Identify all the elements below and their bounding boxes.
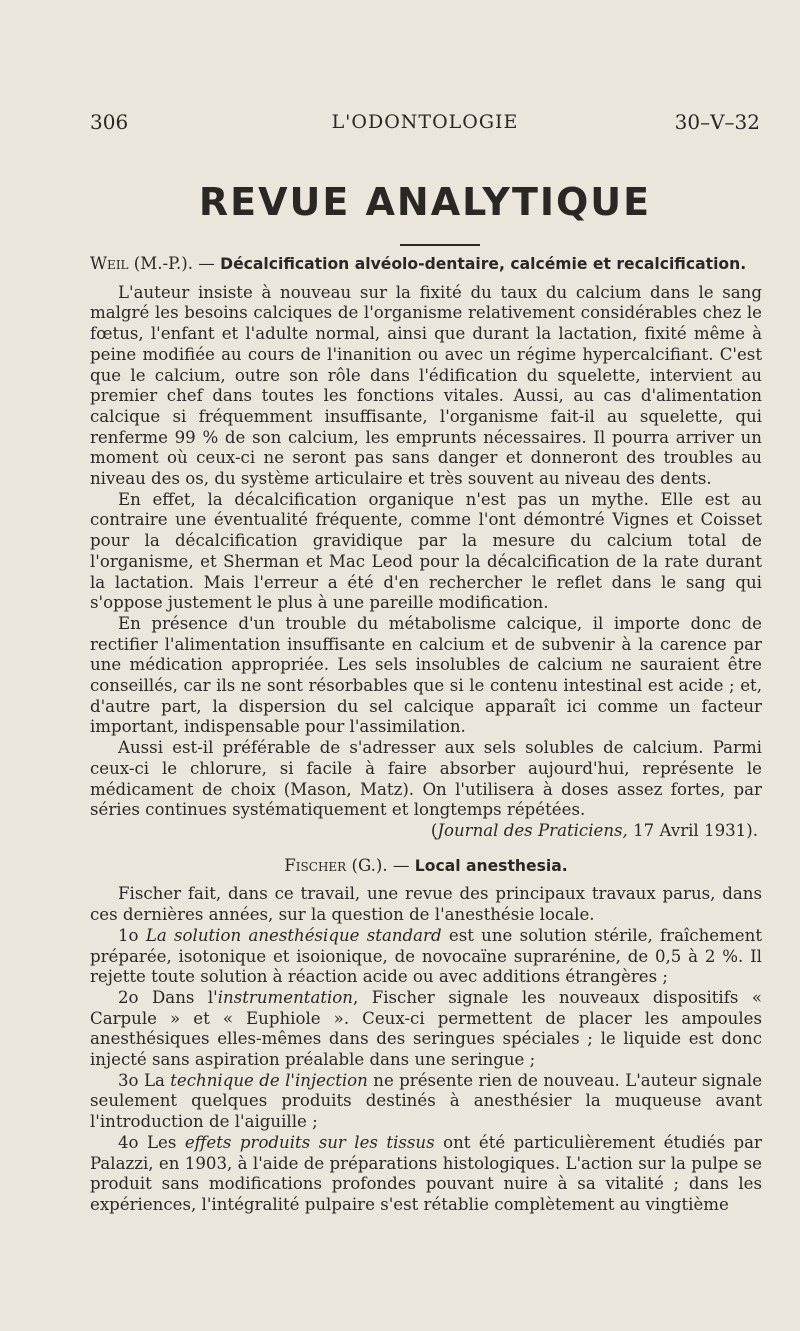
article2-item <box>90 926 762 988</box>
article2-item <box>90 1071 762 1133</box>
item-number: 1o <box>118 925 146 945</box>
article1-heading <box>90 254 762 275</box>
article1-source <box>90 821 758 842</box>
article2-item <box>90 1133 762 1216</box>
item-number: 3o <box>118 1070 144 1090</box>
article2-heading <box>90 856 762 877</box>
article1-paragraph: L'auteur insiste à nouveau sur la fixité du taux du calcium dans le sang malgré les besoins calciques de l'organisme relativement considérables chez le fœtus, l'enfant et l'adulte normal, ainsi que durant la lactation, fixité même à peine modifiée au cours de l'inanition ou avec un régime hypercalcifiant. C'est que le calcium, outre son rôle dans l'édification du squelette, intervient au premier chef dans toutes les fonctions vitales. Aussi, au cas d'alimentation calcique si fréquemment insuffisante, l'organisme fait-il au squelette, qui renferme 99 % de son calcium, les emprunts nécessaires. Il pourra arriver un moment où ceux-ci ne seront pas sans danger et donneront des troubles au niveau des os, du système articulaire et très souvent au niveau des dents. <box>90 282 762 489</box>
article1-paragraph: En effet, la décalcification organique n'est pas un mythe. Elle est au contraire une éventualité fréquente, comme l'ont démontré Vignes et Coisset pour la décalcification gravidique par la mesure du calcium total de l'organisme, et Sherman et Mac Leod pour la décalcification de la rate durant la lactation. Mais l'erreur a été d'en rechercher le reflet dans le sang qui s'oppose justement le plus à une pareille modification. <box>90 489 762 613</box>
article-body <box>90 254 762 1216</box>
source-date: 17 Avril 1931). <box>627 820 758 840</box>
article2-author: Fischer (G.). — <box>284 855 415 875</box>
item-text: ont été particulièrement étudiés par Palazzi, en 1903, à l'aide de préparations histologiques. L'action sur la pulpe se produit sans modifications profondes pouvant nuire à sa vitalité ; dans les expériences, l'intégralité pulpaire s'est rétablie complètement au vingtième <box>90 1132 762 1214</box>
item-prefix: Les <box>147 1132 185 1152</box>
page-title: REVUE ANALYTIQUE <box>198 180 652 224</box>
issue-date: 30–V–32 <box>674 110 760 134</box>
article1-title: Décalcification alvéolo-dentaire, calcémie et recalcification. <box>220 255 747 273</box>
item-number: 4o <box>118 1132 148 1152</box>
item-emphasis: La solution anesthésique standard <box>145 925 442 945</box>
article2-item <box>90 988 762 1071</box>
page-number: 306 <box>90 110 129 134</box>
article1-paragraph: En présence d'un trouble du métabolisme calcique, il importe donc de rectifier l'alimentation insuffisante en calcium et de subvenir à la carence par une médication appropriée. Les sels insolubles de calcium ne sauraient être conseillés, car ils ne sont résorbables que si le contenu intestinal est acide ; et, d'autre part, la dispersion du sel calcique apparaît ici comme un facteur important, indispensable pour l'assimilation. <box>90 613 762 737</box>
item-text: est une solution stérile, fraîchement préparée, isotonique et isoionique, de novocaïne suprarénine, de 0,5 à 2 %. Il rejette toute solution à réaction acide ou avec additions étrangères ; <box>90 925 762 987</box>
item-emphasis: technique de l'injection <box>170 1070 368 1090</box>
item-text: , Fischer signale les nouveaux dispositifs « Carpule » et « Euphiole ». Ceux-ci permettent de placer les ampoules anesthésiques elles-mêmes dans des seringues spéciales ; le liquide est donc injecté sans aspiration préalable dans une seringue ; <box>90 987 763 1070</box>
item-prefix: La <box>143 1070 171 1090</box>
item-emphasis: instrumentation <box>217 987 353 1007</box>
article2-intro: Fischer fait, dans ce travail, une revue des principaux travaux parus, dans ces dernières années, sur la question de l'anesthésie locale. <box>90 884 762 925</box>
article1-paragraph: Aussi est-il préférable de s'adresser aux sels solubles de calcium. Parmi ceux-ci le chlorure, si facile à faire absorber aujourd'hui, représente le médicament de choix (Mason, Matz). On l'utilisera à doses assez fortes, par séries continues systématiquement et longtemps répétées. <box>90 738 762 820</box>
source-paren: ( <box>430 820 438 840</box>
item-text: ne présente rien de nouveau. L'auteur signale seulement quelques produits destinés à anesthésier la muqueuse avant l'introduction de l'aiguille ; <box>90 1070 763 1132</box>
item-number: 2o <box>118 987 152 1007</box>
article2-title: Local anesthesia. <box>414 856 568 875</box>
source-journal: Journal des Praticiens, <box>437 820 628 840</box>
title-divider <box>400 244 480 246</box>
item-emphasis: effets produits sur les tissus <box>184 1132 435 1152</box>
journal-name: L'ODONTOLOGIE <box>331 111 519 133</box>
article1-author: Weil (M.-P.). — <box>90 254 221 273</box>
item-prefix: Dans l' <box>152 987 218 1007</box>
